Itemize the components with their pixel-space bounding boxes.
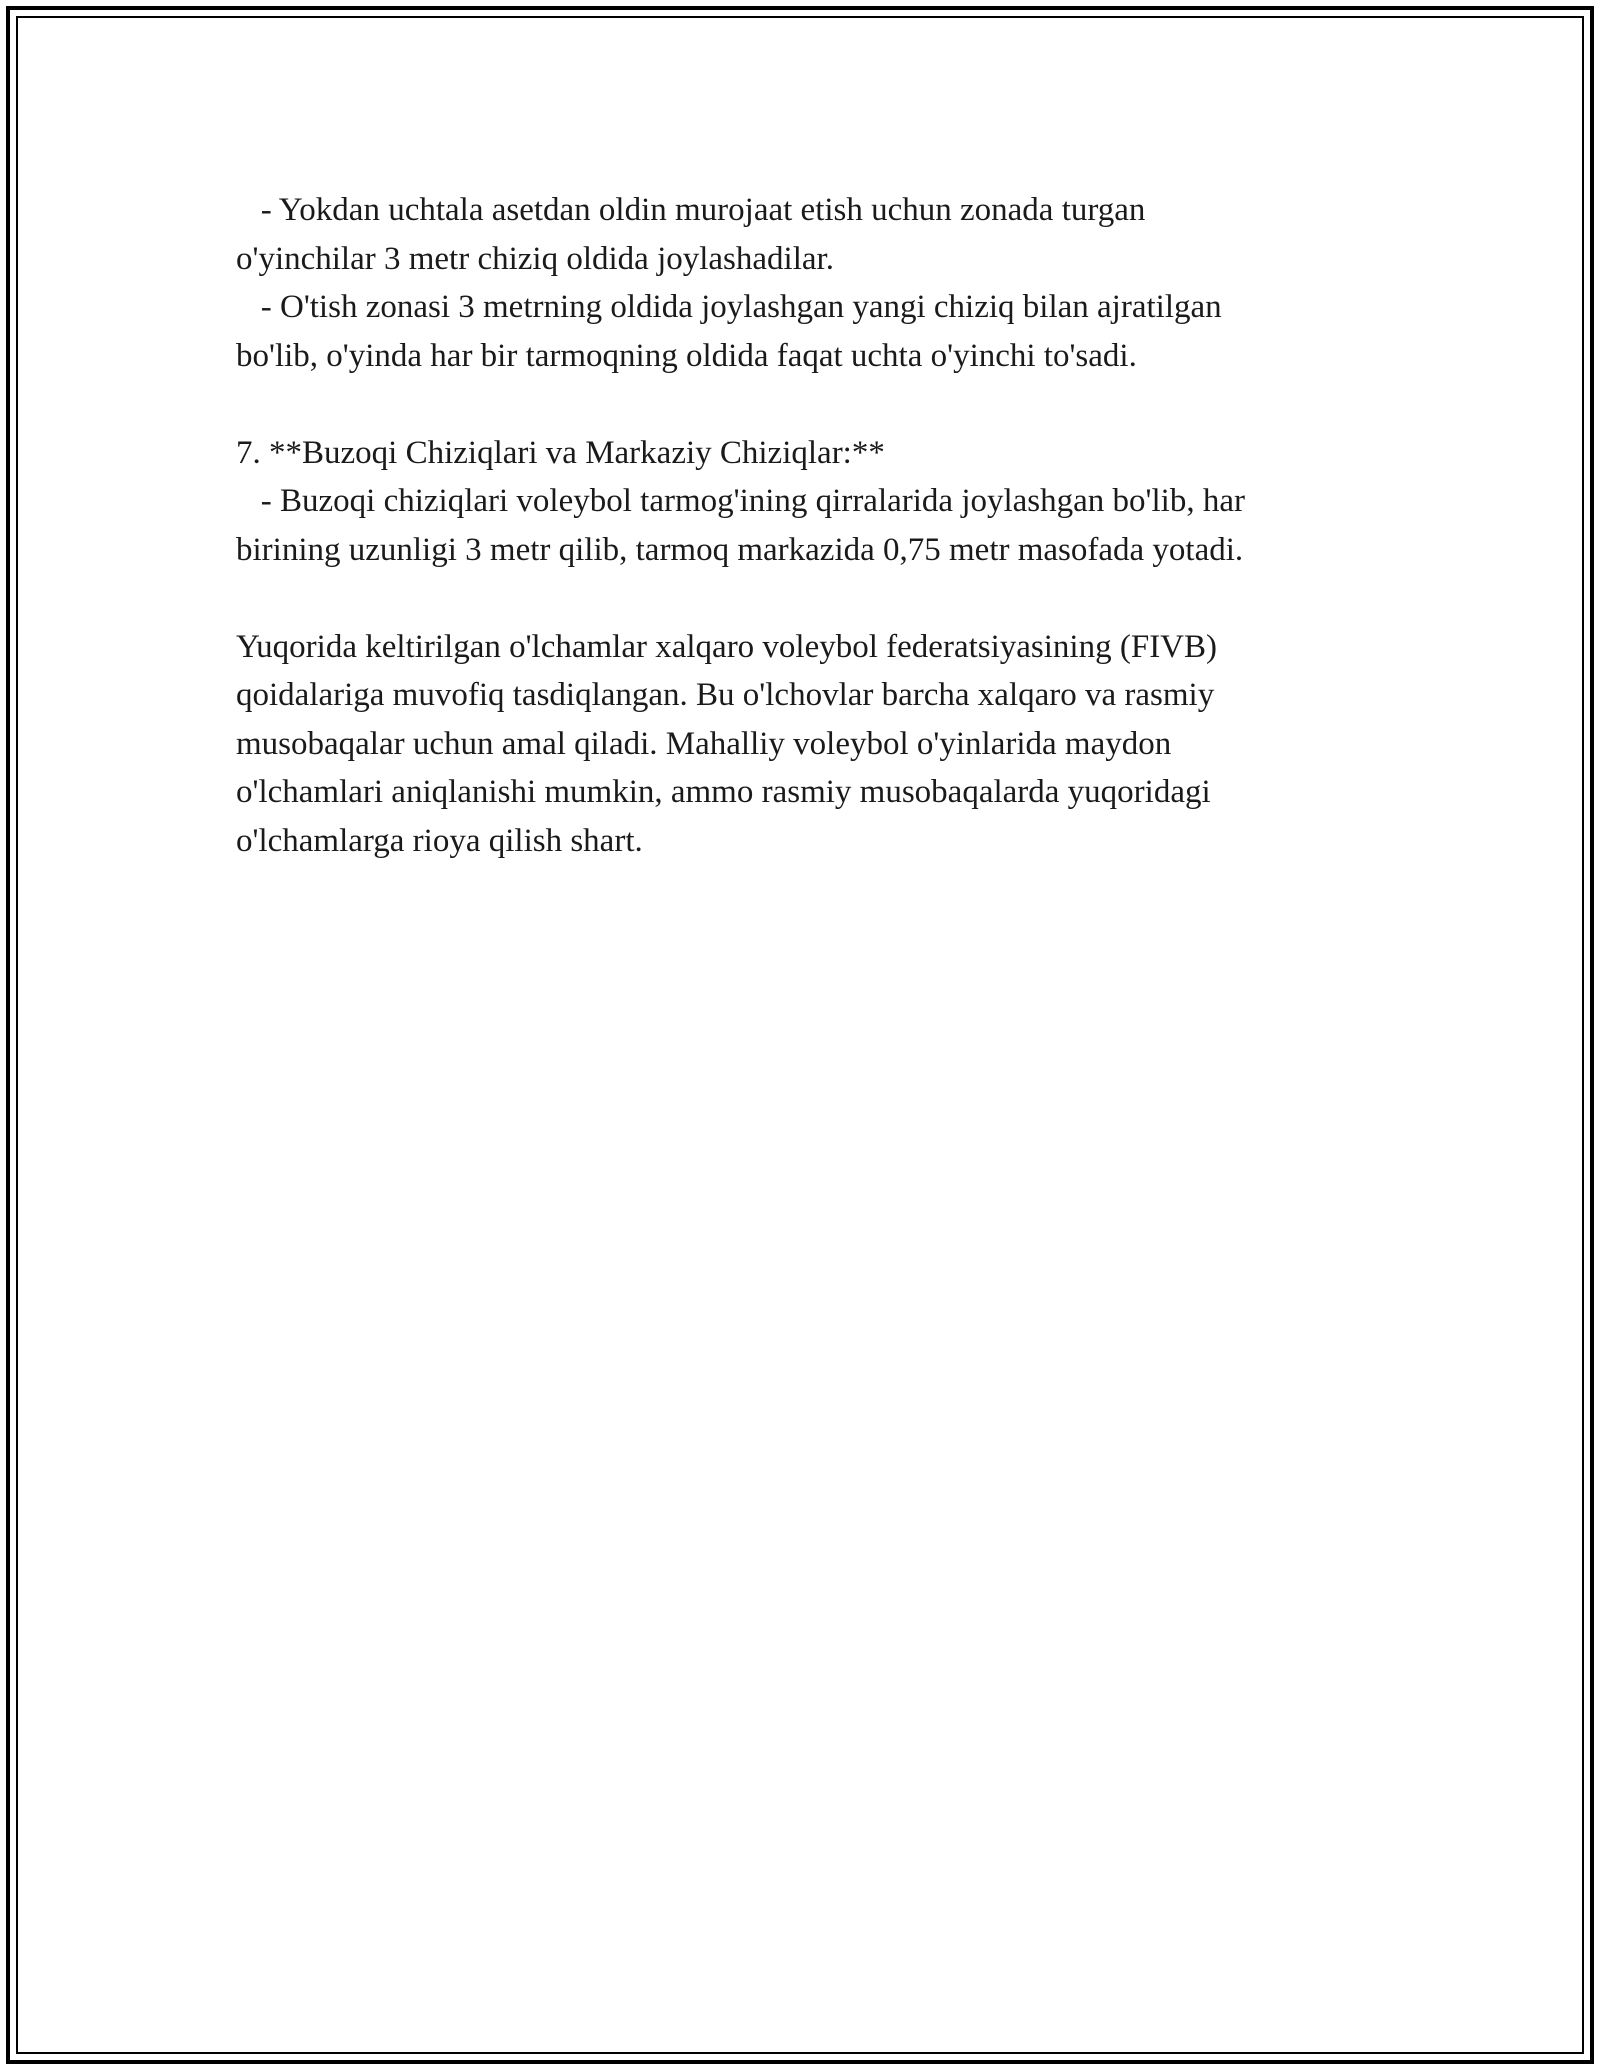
paragraph-gap <box>236 574 1416 623</box>
paragraph-section-7 <box>236 429 1416 575</box>
text-line: Yuqorida keltirilgan o'lchamlar xalqaro voleybol federatsiyasining (FIVB) <box>236 628 1218 665</box>
text-line: - O'tish zonasi 3 metrning oldida joylashgan yangi chiziq bilan ajratilgan <box>236 289 1222 325</box>
text-line: birining uzunligi 3 metr qilib, tarmoq markazida 0,75 metr masofada yotadi. <box>236 531 1244 568</box>
text-line: qoidalariga muvofiq tasdiqlangan. Bu o'lchovlar barcha xalqaro va rasmiy <box>236 677 1215 713</box>
section-heading: 7. **Buzoqi Chiziqlari va Markaziy Chiziqlar:** <box>236 434 885 471</box>
text-line: o'lchamlari aniqlanishi mumkin, ammo rasmiy musobaqalarda yuqoridagi <box>236 774 1211 810</box>
text-line: o'lchamlarga rioya qilish shart. <box>236 822 643 859</box>
paragraph-service-zone <box>236 186 1416 380</box>
document-body <box>236 186 1416 865</box>
text-line: musobaqalar uchun amal qiladi. Mahalliy voleybol o'yinlarida maydon <box>236 725 1172 762</box>
text-line: bo'lib, o'yinda har bir tarmoqning oldida faqat uchta o'yinchi to'sadi. <box>236 337 1137 374</box>
text-line: - Yokdan uchtala asetdan oldin murojaat etish uchun zonada turgan <box>236 192 1146 228</box>
paragraph-conclusion <box>236 623 1416 866</box>
text-line: - Buzoqi chiziqlari voleybol tarmog'ining qirralarida joylashgan bo'lib, har <box>236 483 1245 519</box>
paragraph-gap <box>236 380 1416 429</box>
text-line: o'yinchilar 3 metr chiziq oldida joylashadilar. <box>236 240 834 277</box>
